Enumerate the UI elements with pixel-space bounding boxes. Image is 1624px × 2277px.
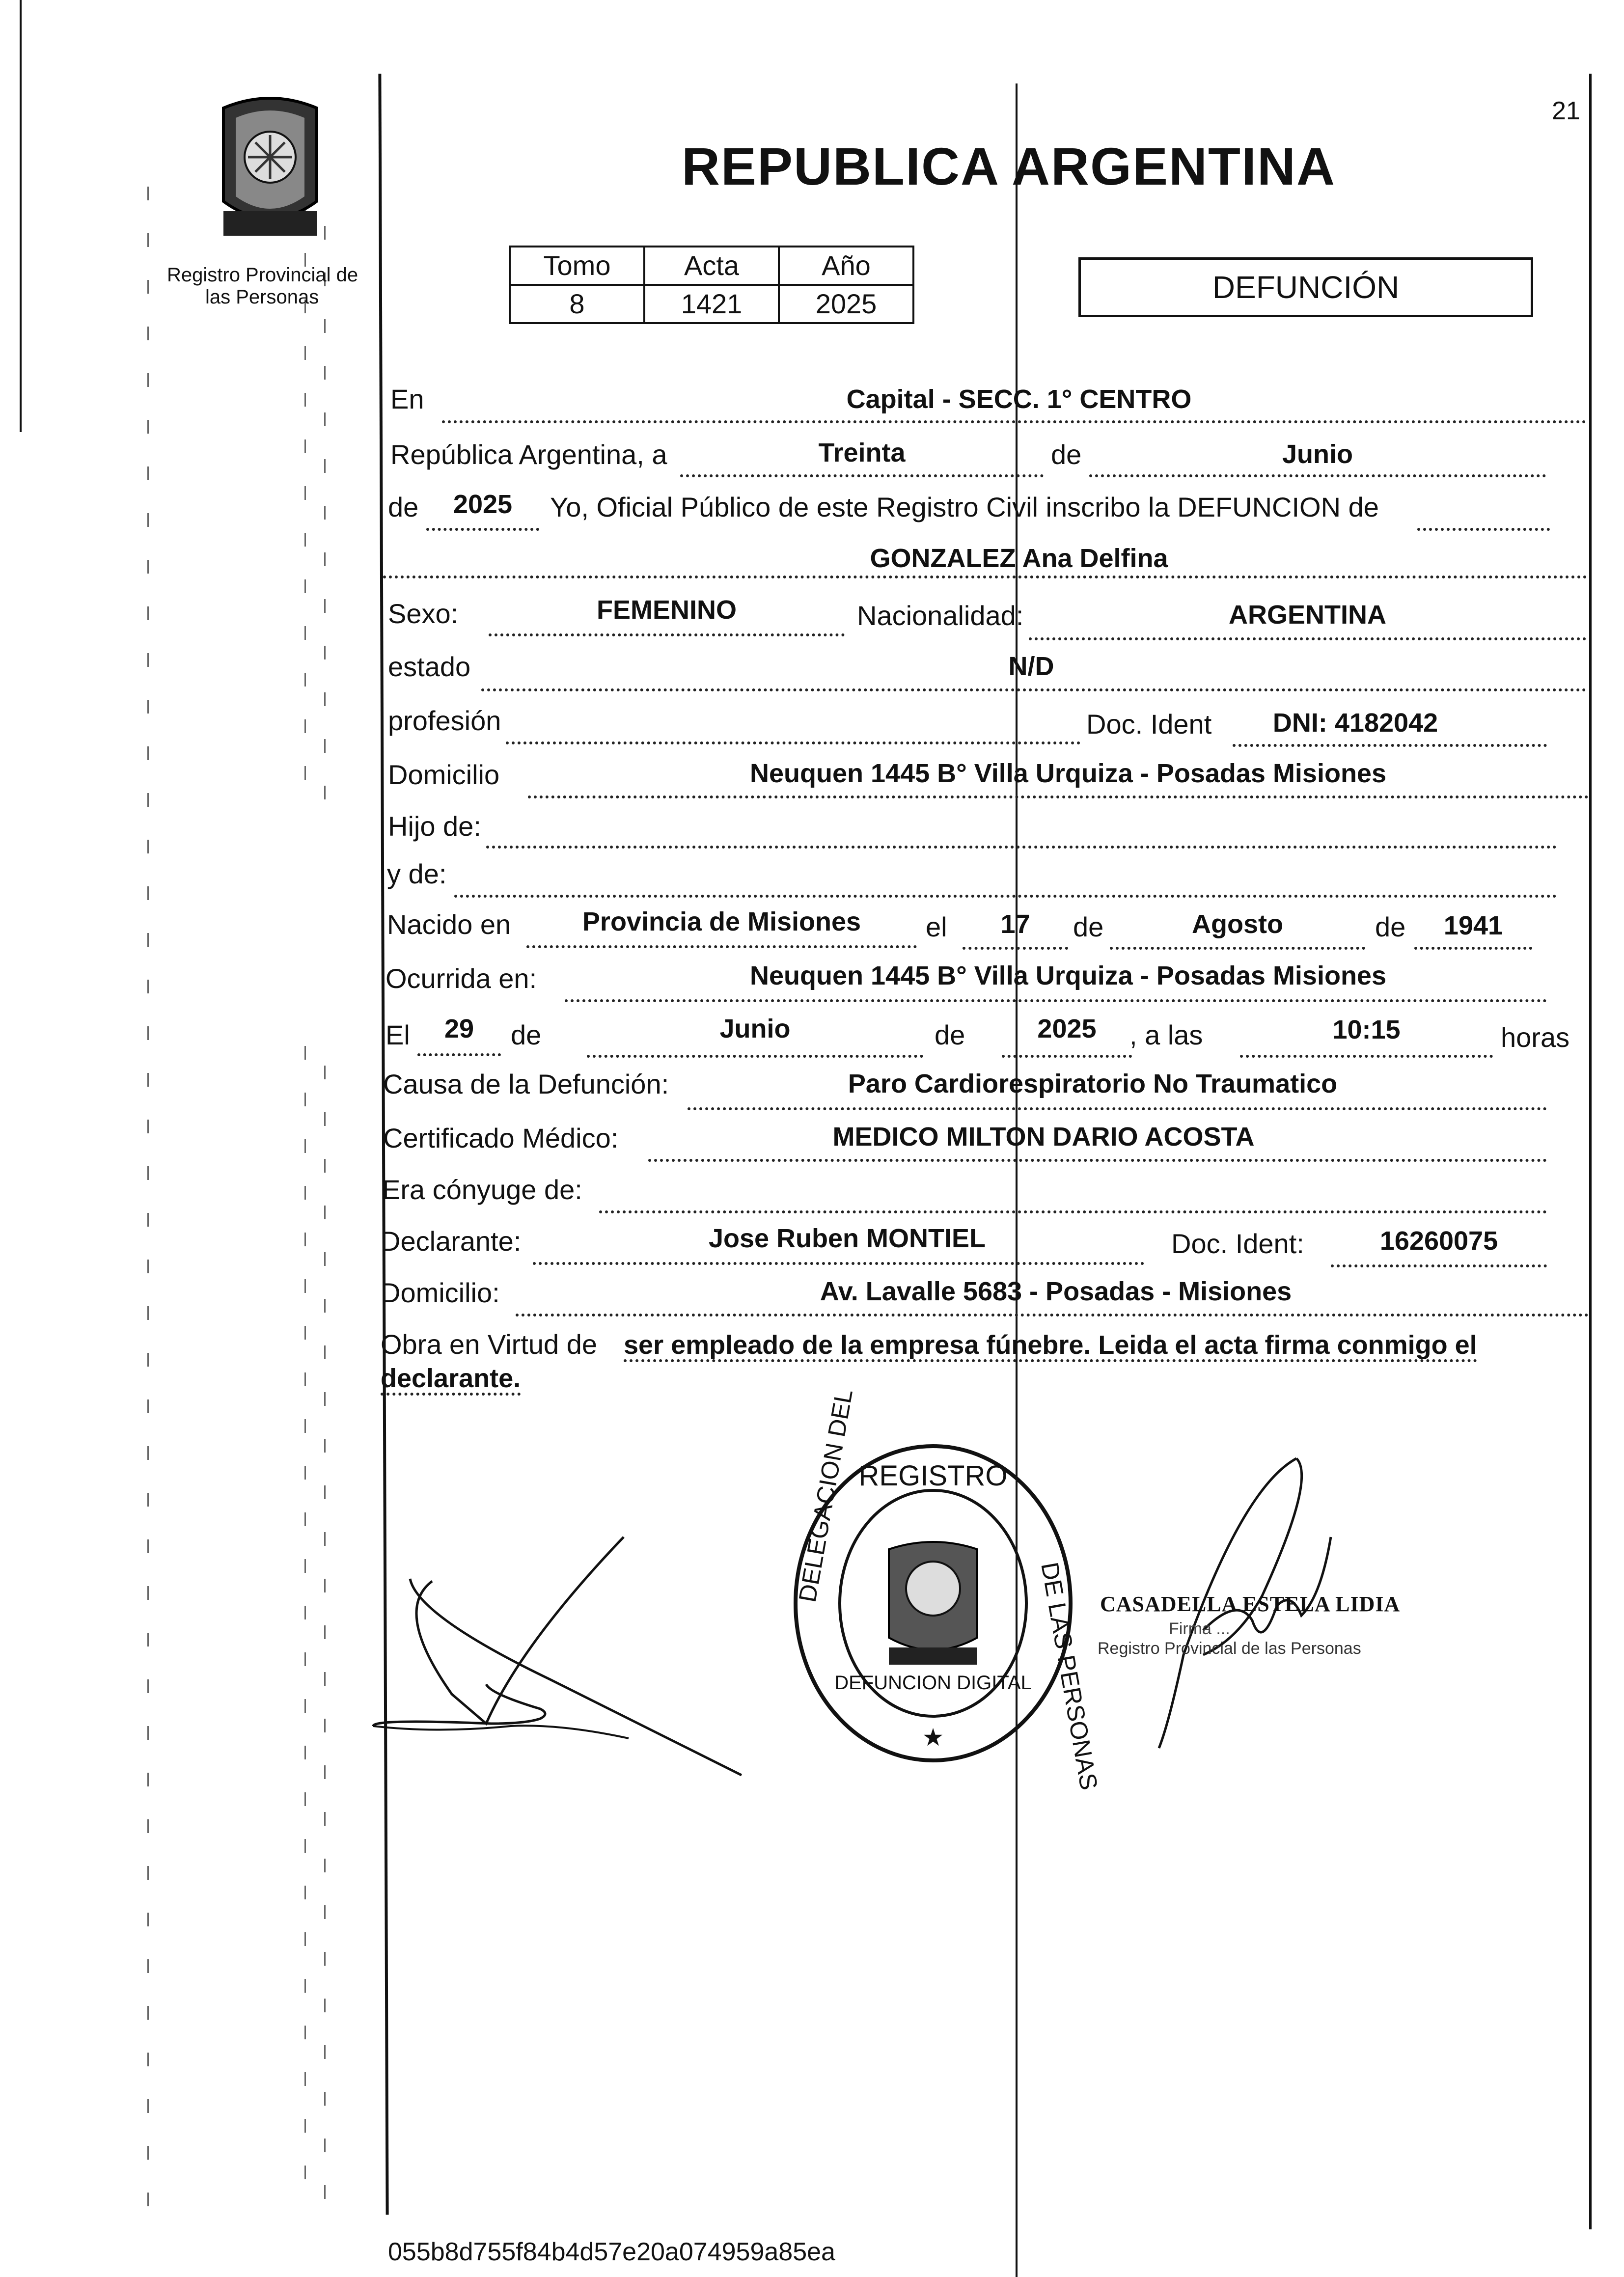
margin-dash [147,1446,149,1460]
margin-dash [304,579,306,593]
margin-dash [324,1392,326,1406]
line-nac-mes [1110,947,1365,950]
margin-dash [304,1559,306,1573]
label-de-5: de [511,1019,542,1050]
margin-dash [304,2072,306,2086]
label-nacionalidad: Nacionalidad: [857,600,1024,631]
margin-dash [324,692,326,706]
margin-dash [324,1206,326,1219]
value-mes: Junio [1282,439,1353,469]
value-causa: Paro Cardiorespiratorio No Traumatico [848,1069,1338,1098]
label-doc-ident-2: Doc. Ident: [1171,1228,1304,1259]
line-declarante [533,1262,1144,1265]
header-acta: Acta [644,247,779,285]
label-el: El [385,1019,410,1050]
official-stamp-role: Firma ... [1169,1619,1230,1638]
margin-dash [304,1886,306,1899]
value-declarante-doc: 16260075 [1379,1226,1498,1256]
margin-dash [324,412,326,426]
margin-dash [147,1539,149,1553]
svg-text:★: ★ [922,1723,944,1752]
value-declarante: Jose Ruben MONTIEL [708,1224,986,1253]
line-domicilio [528,796,1589,798]
margin-dash [147,1633,149,1646]
value-anio: 2025 [453,490,513,519]
label-declarante: Declarante: [381,1226,522,1257]
value-declarante-domicilio: Av. Lavalle 5683 - Posadas - Misiones [820,1277,1292,1306]
margin-dash [324,646,326,659]
margin-dash [147,1166,149,1180]
line-nacido [526,945,917,948]
margin-dash [304,1512,306,1526]
margin-dash [304,533,306,547]
margin-dash [324,1485,326,1499]
margin-dash [304,2119,306,2133]
svg-text:DEFUNCION DIGITAL: DEFUNCION DIGITAL [834,1672,1032,1694]
label-de-2: de [388,492,419,522]
margin-dash [324,1252,326,1266]
margin-dash [147,653,149,667]
line-en [442,420,1586,423]
value-nacido-en: Provincia de Misiones [582,907,861,936]
line-hijo [486,846,1557,849]
label-de-4: de [1375,911,1406,942]
line-domicilio-2 [516,1314,1589,1317]
value-certificado: MEDICO MILTON DARIO ACOSTA [832,1122,1255,1152]
label-ocurrida: Ocurrida en: [385,963,537,994]
margin-dash [304,1139,306,1153]
value-dni: DNI: 4182042 [1272,708,1438,738]
line-anio [426,528,539,531]
margin-dash [324,1905,326,1919]
line-mes [1089,474,1546,477]
header-anio: Año [779,247,913,285]
line-dni [1233,744,1547,747]
margin-dash [147,980,149,993]
margin-dash [304,1326,306,1340]
line-dia [680,474,1044,477]
margin-dash [304,719,306,733]
line-declarante-doc [1331,1264,1547,1267]
margin-dash [304,1046,306,1060]
margin-dash [147,513,149,527]
margin-dash [147,1586,149,1600]
label-el-lower: el [926,911,947,942]
margin-dash [147,1399,149,1413]
margin-dash [304,1606,306,1619]
label-causa: Causa de la Defunción: [383,1069,669,1099]
value-nac-anio: 1941 [1443,911,1503,940]
doc-type: DEFUNCIÓN [1212,270,1400,305]
value-lugar: Capital - SECC. 1° CENTRO [846,384,1192,414]
line-yo-end [1417,528,1550,531]
margin-dash [324,2045,326,2059]
margin-dash [147,1866,149,1880]
margin-dash [304,626,306,640]
margin-dash [147,2099,149,2113]
margin-dash [147,1120,149,1133]
right-border [1589,74,1592,2229]
value-obra-line2: declarante. [381,1365,521,1396]
value-sexo: FEMENINO [596,595,737,625]
margin-dash [304,673,306,686]
issuer-line2: las Personas [205,286,319,308]
province-seal-icon [189,88,351,250]
margin-dash [147,1913,149,1926]
line-y-de [454,895,1557,898]
label-certificado: Certificado Médico: [383,1123,619,1153]
margin-dash [324,319,326,333]
margin-dash [304,766,306,780]
margin-dash [147,280,149,294]
line-certificado [648,1159,1547,1162]
value-def-mes: Junio [719,1014,791,1043]
value-def-anio: 2025 [1037,1014,1097,1043]
line-ocurrida [565,999,1547,1002]
line-sexo [489,633,845,636]
margin-dash [324,599,326,613]
margin-dash [147,1213,149,1227]
value-estado: N/D [1008,652,1054,681]
margin-dash [147,1026,149,1040]
label-en: En [390,384,424,414]
issuer-line1: Registro Provincial de [167,264,358,286]
label-yo: Yo, Oficial Público de este Registro Civil inscribo la DEFUNCION de [550,492,1379,522]
line-conyuge [599,1210,1547,1213]
margin-dash [324,1625,326,1639]
margin-dash [324,1579,326,1592]
label-de-1: de [1051,439,1082,470]
margin-dash [147,187,149,200]
margin-dash [304,1699,306,1713]
margin-dash [324,506,326,520]
margin-dash [304,1279,306,1293]
label-profesion: profesión [388,705,501,736]
margin-dash [304,1466,306,1480]
label-republica: República Argentina, a [390,439,667,470]
header-tomo: Tomo [510,247,644,285]
margin-dash [324,1159,326,1173]
official-stamp-name: CASADELLA ESTELA LIDIA [1100,1592,1401,1616]
margin-dash [147,1679,149,1693]
label-a-las: , a las [1129,1019,1203,1050]
margin-dash [304,486,306,500]
margin-dash [324,1112,326,1126]
line-nac-dia [963,947,1068,950]
margin-dash [147,233,149,247]
value-dia-letras: Treinta [818,438,906,467]
margin-dash [324,1532,326,1546]
value-hora: 10:15 [1332,1015,1401,1044]
line-def-dia [417,1053,501,1056]
registry-stamp-icon [786,1387,1103,1792]
margin-dash [147,746,149,760]
margin-dash [147,373,149,387]
margin-dash [304,1652,306,1666]
label-nacido: Nacido en [387,909,511,940]
value-nacionalidad: ARGENTINA [1229,600,1386,630]
margin-dash [304,1372,306,1386]
margin-dash [324,366,326,380]
margin-dash [304,439,306,453]
label-horas: horas [1501,1022,1570,1053]
margin-dash [147,327,149,340]
line-def-anio [1002,1055,1132,1058]
svg-text:DE LAS PERSONAS: DE LAS PERSONAS [1036,1560,1103,1792]
margin-dash [324,2139,326,2152]
margin-dash [324,1952,326,1966]
margin-dash [324,1439,326,1453]
margin-dash [324,552,326,566]
line-nacionalidad [1029,637,1586,640]
reference-table [509,246,914,324]
margin-dash [147,2006,149,2020]
margin-dash [147,1773,149,1786]
value-nac-mes: Agosto [1192,909,1283,939]
margin-dash [324,1672,326,1686]
page-number: 21 [1552,97,1580,125]
page-title: REPUBLICA ARGENTINA [682,137,1336,196]
value-ocurrida: Neuquen 1445 B° Villa Urquiza - Posadas Misiones [750,961,1386,990]
margin-dash [304,1186,306,1200]
value-nombre: GONZALEZ Ana Delfina [870,544,1168,573]
label-y-de: y de: [387,858,447,889]
margin-dash [147,1959,149,1973]
margin-dash [304,1233,306,1246]
label-de-6: de [935,1019,965,1050]
label-domicilio-2: Domicilio: [381,1277,500,1308]
line-nombre [383,576,1587,578]
value-tomo: 8 [510,285,644,323]
margin-dash [324,786,326,799]
value-domicilio: Neuquen 1445 B° Villa Urquiza - Posadas Misiones [750,759,1386,788]
margin-dash [147,2053,149,2066]
label-obra: Obra en Virtud de [381,1329,598,1360]
margin-dash [147,2146,149,2160]
margin-dash [324,1765,326,1779]
margin-dash [147,1260,149,1273]
label-doc-ident: Doc. Ident [1086,709,1212,740]
document-hash: 055b8d755f84b4d57e20a074959a85ea [388,2238,835,2266]
label-conyuge: Era cónyuge de: [382,1174,582,1205]
margin-dash [147,606,149,620]
margin-dash [324,1859,326,1872]
margin-dash [324,2092,326,2106]
label-estado: estado [388,651,471,682]
margin-dash [147,466,149,480]
margin-dash [304,1792,306,1806]
margin-dash [147,1306,149,1320]
margin-dash [304,393,306,407]
left-margin-line [20,0,22,432]
margin-dash [324,1812,326,1826]
label-de-3: de [1073,911,1104,942]
margin-dash [304,346,306,360]
margin-dash [324,739,326,753]
margin-dash [324,1066,326,1079]
margin-dash [304,1093,306,1106]
line-estado [481,688,1586,691]
margin-dash [147,1073,149,1087]
doc-type-box [1078,257,1533,317]
margin-dash [147,420,149,434]
svg-text:DELEGACION DEL: DELEGACION DEL [793,1387,858,1604]
margin-dash [147,1353,149,1367]
label-sexo: Sexo: [388,598,459,629]
margin-dash [147,2193,149,2206]
margin-dash [324,459,326,473]
margin-dash [147,1819,149,1833]
margin-dash [147,560,149,574]
line-hora [1240,1055,1493,1058]
margin-dash [304,2166,306,2179]
line-def-mes [587,1055,923,1058]
svg-text:REGISTRO: REGISTRO [858,1460,1008,1492]
line-causa [688,1107,1547,1110]
margin-dash [147,1493,149,1507]
margin-dash [147,793,149,807]
declarant-signature-icon [363,1532,796,1797]
margin-dash [147,933,149,947]
value-acta: 1421 [644,285,779,323]
label-hijo: Hijo de: [388,811,481,842]
value-anio: 2025 [779,285,913,323]
margin-dash [147,700,149,713]
margin-dash [324,1299,326,1313]
margin-dash [304,1932,306,1946]
official-stamp-office: Registro Provincial de las Personas [1098,1639,1361,1658]
margin-dash [304,1839,306,1853]
value-def-dia: 29 [444,1014,474,1043]
margin-dash [147,840,149,853]
label-domicilio: Domicilio [388,759,500,790]
line-profesion [506,741,1080,744]
margin-dash [304,1979,306,1993]
value-obra-line1: ser empleado de la empresa fúnebre. Leida el acta firma conmigo el [624,1332,1477,1362]
margin-dash [147,886,149,900]
margin-dash [304,2026,306,2039]
value-nac-dia: 17 [1000,909,1030,939]
line-nac-anio [1414,947,1532,950]
margin-dash [324,2185,326,2199]
margin-dash [304,1419,306,1433]
margin-dash [147,1726,149,1740]
margin-dash [324,1999,326,2012]
margin-dash [324,1345,326,1359]
margin-dash [304,1746,306,1759]
margin-dash [324,1719,326,1732]
